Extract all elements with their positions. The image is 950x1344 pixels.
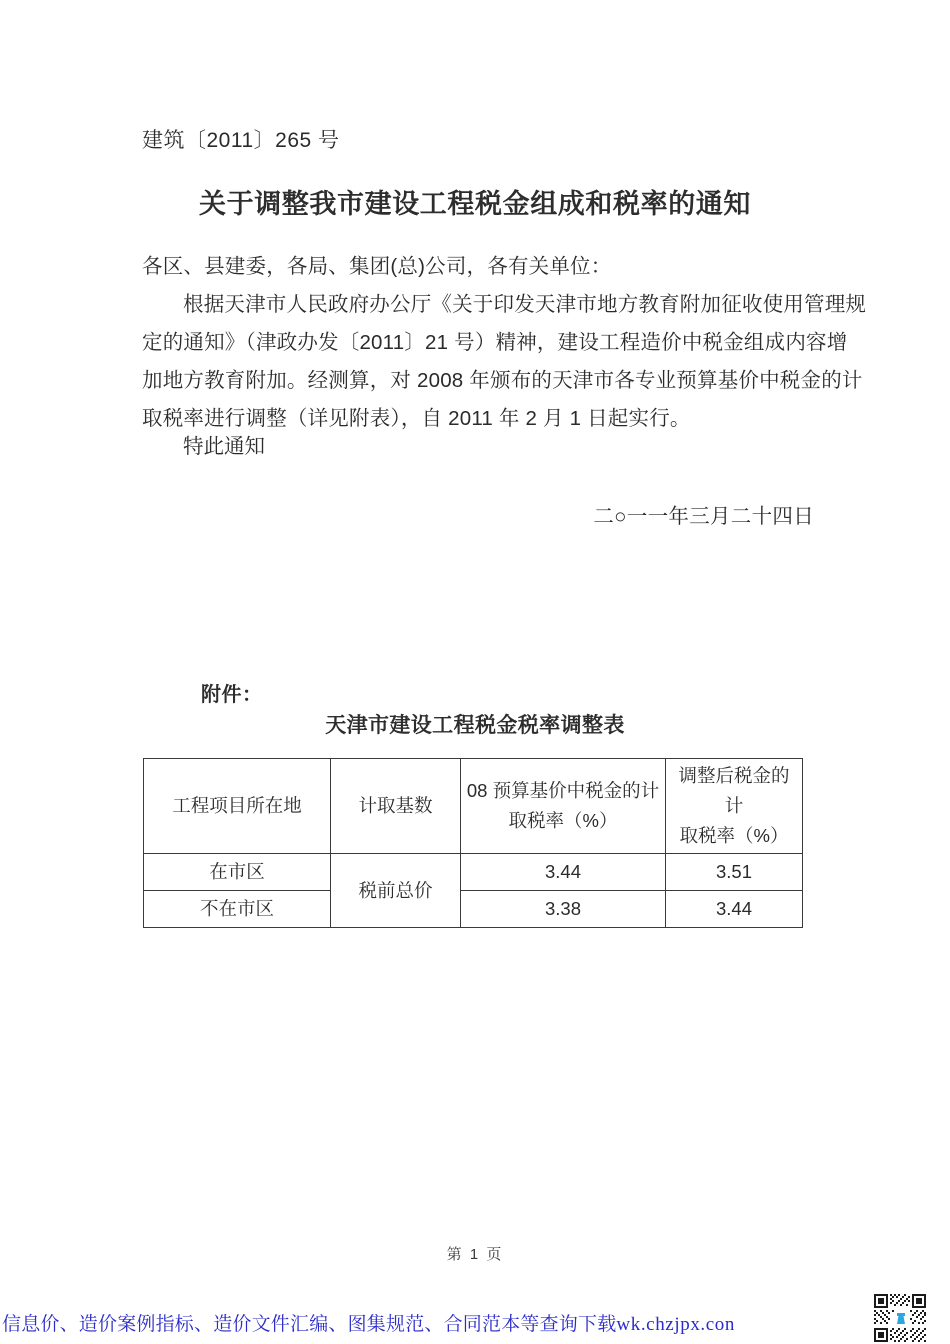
promo-url[interactable]: wk.chzjpx.con: [616, 1314, 736, 1335]
document-date: 二○一一年三月二十四日: [593, 505, 814, 528]
cell-location: 不在市区: [144, 891, 331, 928]
promo-text: 信息价、造价案例指标、造价文件汇编、图集规范、合同范本等查询下载: [2, 1314, 617, 1335]
table-title: 天津市建设工程税金税率调整表: [325, 714, 625, 737]
attachment-label: 附件：: [201, 684, 263, 706]
column-header-new-rate-line1: 调整后税金的计: [678, 765, 790, 816]
document-number: 建筑〔2011〕265 号: [142, 129, 340, 152]
body-line: 定的通知》（津政办发〔2011〕21 号）精神，建设工程造价中税金组成内容增: [142, 331, 848, 354]
qr-code-svg: [872, 1292, 928, 1344]
column-header-old-rate: [461, 759, 666, 854]
cell-new-rate: 3.51: [666, 854, 803, 891]
column-header-old-rate-line1: 08 预算基价中税金的计: [466, 780, 660, 801]
cell-location: 在市区: [144, 854, 331, 891]
table-header-row: [144, 759, 803, 854]
column-header-base: 计取基数: [331, 759, 461, 854]
body-line: 加地方教育附加。经测算，对 2008 年颁布的天津市各专业预算基价中税金的计: [142, 369, 863, 392]
cell-old-rate: 3.38: [461, 891, 666, 928]
column-header-location: 工程项目所在地: [144, 759, 331, 854]
table-row: [144, 854, 803, 891]
tax-rate-table: [143, 758, 803, 928]
salutation: 各区、县建委，各局、集团(总)公司，各有关单位：: [142, 255, 612, 278]
column-header-old-rate-line2: 取税率（%）: [508, 810, 618, 831]
document-body: [142, 248, 867, 438]
page-title: 关于调整我市建设工程税金组成和税率的通知: [199, 189, 751, 219]
body-line: 取税率进行调整（详见附表），自 2011 年 2 月 1 日起实行。: [142, 407, 691, 430]
cell-base-merged: 税前总价: [331, 854, 461, 928]
cell-old-rate: 3.44: [461, 854, 666, 891]
column-header-new-rate: [666, 759, 803, 854]
promo-text-wrap: [2, 1312, 735, 1338]
column-header-new-rate-line2: 取税率（%）: [679, 825, 789, 846]
qr-code-icon[interactable]: [872, 1292, 928, 1344]
page-number: 第 1 页: [446, 1246, 504, 1263]
cell-new-rate: 3.44: [666, 891, 803, 928]
closing-statement: 特此通知: [183, 435, 265, 458]
body-line: 根据天津市人民政府办公厅《关于印发天津市地方教育附加征收使用管理规: [183, 293, 867, 316]
table-row: [144, 891, 803, 928]
promo-bar: [0, 1312, 950, 1344]
